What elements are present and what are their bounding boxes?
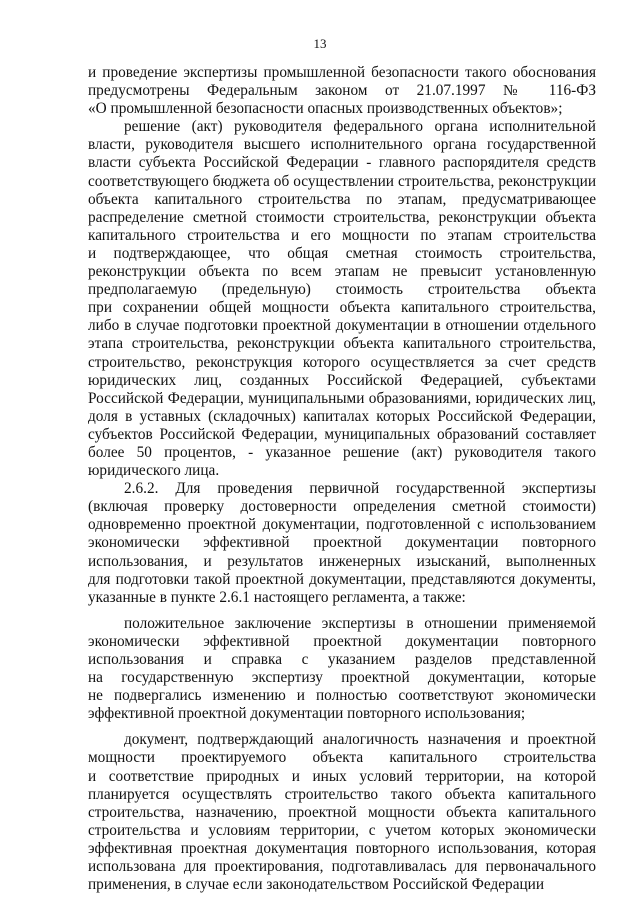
text-line: строительства, назначению, проектной мощности объекта капитального (88, 803, 596, 821)
text-line: применения, в случае если законодательством Российской Федерации (88, 876, 545, 894)
paragraph (88, 615, 596, 724)
paragraph (88, 480, 596, 607)
text-line: использована для проектирования, подготавливалась для первоначального (88, 858, 596, 876)
text-line: решение (акт) руководителя федерального органа исполнительной (124, 118, 596, 136)
text-line: эффективной проектной документации повторного использования; (88, 705, 526, 723)
text-line: положительное заключение экспертизы в отношении применяемой (124, 614, 596, 632)
document-body (88, 64, 596, 894)
paragraph (88, 731, 596, 894)
text-line: капитального строительства и его мощности по этапам строительства (88, 226, 596, 244)
text-line: либо в случае подготовки проектной документации в отношении отдельного (88, 317, 596, 335)
text-line: «О промышленной безопасности опасных производственных объектов»; (88, 100, 563, 118)
text-line: власти, руководителя высшего исполнительного органа государственной (88, 136, 596, 154)
text-line: юридического лица. (88, 462, 220, 480)
text-line: при сохранении общей мощности объекта капитального строительства, (88, 299, 596, 317)
text-line: доля в уставных (складочных) капиталах которых Российской Федерации, (88, 407, 596, 425)
text-line: власти субъекта Российской Федерации - главного распорядителя средств (88, 154, 596, 172)
page-number: 13 (313, 36, 327, 51)
text-line: экономически эффективной проектной документации повторного (88, 534, 596, 552)
text-line: указанные в пункте 2.6.1 настоящего регламента, а также: (88, 588, 466, 606)
paragraph (88, 64, 596, 118)
text-line: использования и справка с указанием разделов представленной (88, 651, 596, 668)
text-line: экономически эффективной проектной документации повторного (88, 632, 596, 650)
paragraph-gap (88, 607, 596, 615)
text-line: одновременно проектной документации, подготовленной с использованием (88, 516, 596, 534)
text-line: этапа строительства, реконструкции объекта капитального строительства, (88, 335, 596, 353)
text-line: для подготовки такой проектной документации, представляются документы, (88, 570, 596, 588)
text-line: распределение сметной стоимости строительства, реконструкции объекта (88, 208, 596, 226)
text-line: субъектов Российской Федерации, муниципальных образований составляет (88, 425, 596, 443)
text-line: мощности проектируемого объекта капитального строительства (88, 749, 596, 767)
text-line: Российской Федерации, муниципальными образованиями, юридических лиц, (88, 389, 596, 407)
text-line: более 50 процентов, - указанное решение (акт) руководителя такого (88, 443, 596, 461)
text-line: 2.6.2. Для проведения первичной государственной экспертизы (124, 480, 596, 498)
text-line: и проведение экспертизы промышленной безопасности такого обоснования (88, 64, 596, 81)
text-line: эффективная проектная документация повторного использования, которая (88, 839, 596, 857)
text-line: документ, подтверждающий аналогичность назначения и проектной (124, 731, 596, 749)
text-line: на государственную экспертизу проектной документации, которые (88, 669, 596, 687)
text-line: использования, и результатов инженерных изысканий, выполненных (88, 552, 596, 570)
text-line: предусмотрены Федеральным законом от 21.07.1997 № 116-ФЗ (88, 82, 596, 100)
text-line: строительство, реконструкция которого осуществляется за счет средств (88, 353, 596, 371)
text-line: (включая проверку достоверности определения сметной стоимости) (88, 498, 596, 516)
text-line: соответствующего бюджета об осуществлении строительства, реконструкции (88, 172, 596, 190)
text-line: планируется осуществлять строительство такого объекта капитального (88, 785, 596, 803)
text-line: и подтверждающее, что общая сметная стоимость строительства, (88, 244, 596, 262)
text-line: предполагаемую (предельную) стоимость строительства объекта (88, 281, 596, 299)
paragraph-gap (88, 723, 596, 731)
text-line: и соответствие природных и иных условий территории, на которой (88, 767, 596, 785)
paragraph (88, 118, 596, 480)
text-line: строительства и условиям территории, с учетом которых экономически (88, 821, 596, 839)
text-line: реконструкции объекта по всем этапам не превысит установленную (88, 263, 596, 281)
text-line: объекта капитального строительства по этапам, предусматривающее (88, 190, 596, 208)
text-line: юридических лиц, созданных Российской Федерацией, субъектами (88, 371, 596, 389)
text-line: не подвергались изменению и полностью соответствуют экономически (88, 687, 596, 705)
